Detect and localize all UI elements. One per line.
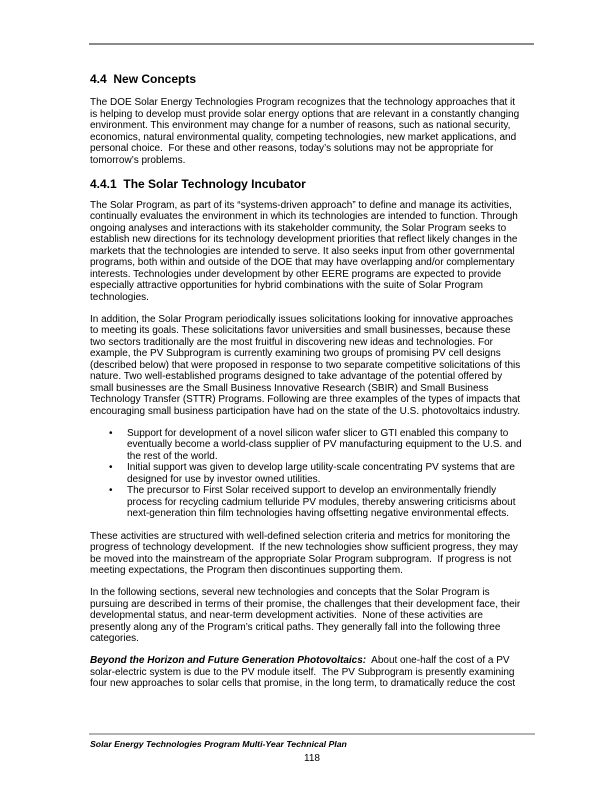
intro-paragraph: The DOE Solar Energy Technologies Program recognizes that the technology approaches that it is helping to develop must provide solar energy options that are relevant in a constantly changing environment. This environment may change for a number of reasons, such as national security, economics, natural environmental quality, competing technologies, new market applications, and personal choice. For these and other reasons, today’s solutions may not be appropriate for tomorrow’s problems. [90, 97, 522, 166]
footer-document-title: Solar Energy Technologies Program Multi-Year Technical Plan [90, 739, 347, 749]
incubator-paragraph: The Solar Program, as part of its “systems-driven approach” to define and manage its activities, continually evaluates the environment in which its technologies are intended to function. Through ongoing analyses and interactions with its stakeholder community, the Solar Program seeks to establish new directions for its technology development priorities that reflect likely changes in the markets that the technologies are intended to serve. It also seeks input from other governmental programs, both within and outside of the DOE that may have overlapping and/or complementary interests. Technologies under development by other EERE programs are expected to provide especially attractive opportunities for hybrid combinations with the suite of Solar Program technologies. [90, 199, 521, 303]
list-item: • The precursor to First Solar received support to develop an environmentally friendly process for recycling cadmium telluride PV modules, thereby answering criticisms about next-generation thin film technologies having offsetting negative environmental effects. [127, 485, 523, 520]
list-item: • Initial support was given to develop large utility-scale concentrating PV systems that are designed for use by investor owned utilities. [127, 462, 523, 485]
selection-criteria-paragraph: These activities are structured with well-defined selection criteria and metrics for monitoring the progress of technology development. If the new technologies show sufficient progress, they may be moved into the mainstream of the appropriate Solar Program subprogram. If progress is not meeting expectations, the Program then discontinues supporting them. [90, 530, 521, 576]
beyond-horizon-lead: Beyond the Horizon and Future Generation Photovoltaics: [90, 655, 367, 666]
section-heading: 4.4 New Concepts [90, 72, 197, 86]
impact-examples-list [90, 428, 523, 520]
header-rule [89, 43, 534, 45]
page-number: 118 [304, 753, 320, 764]
following-sections-paragraph: In the following sections, several new technologies and concepts that the Solar Program is pursuing are described in terms of their promise, the challenges that their development face, their developmental status, and near-term development activities. None of these activities are presently along any of the Program’s critical paths. They generally fall into the following three categories. [90, 587, 524, 644]
beyond-horizon-paragraph [90, 655, 523, 690]
page-content [90, 72, 523, 700]
list-item: • Support for development of a novel silicon wafer slicer to GTI enabled this company to eventually become a world-class supplier of PV manufacturing equipment to the U.S. and the rest of the world. [127, 428, 523, 463]
subsection-heading: 4.4.1 The Solar Technology Incubator [90, 176, 306, 191]
footer-rule [89, 733, 535, 735]
beyond-horizon-text: About one-half the cost of a PV solar-electric system is due to the PV module itself. The PV Subprogram is presently examining four new approaches to solar cells that promise, in the long term, to dramatically reduce the cost [90, 655, 518, 689]
solicitations-paragraph: In addition, the Solar Program periodically issues solicitations looking for innovative approaches to meeting its goals. These solicitations favor universities and small businesses, because these two sectors traditionally are the most fruitful in discovering new ideas and technologies. For example, the PV Subprogram is currently examining two groups of promising PV cell designs (described below) that were proposed in response to two separate competitive solicitations of this nature. Two well-established programs designed to take advantage of the potential offered by small businesses are the Small Business Innovative Research (SBIR) and Small Business Technology Transfer (STTR) Programs. Following are three examples of the types of impacts that encouraging small business participation have had on the state of the U.S. photovoltaics industry. [90, 313, 524, 417]
